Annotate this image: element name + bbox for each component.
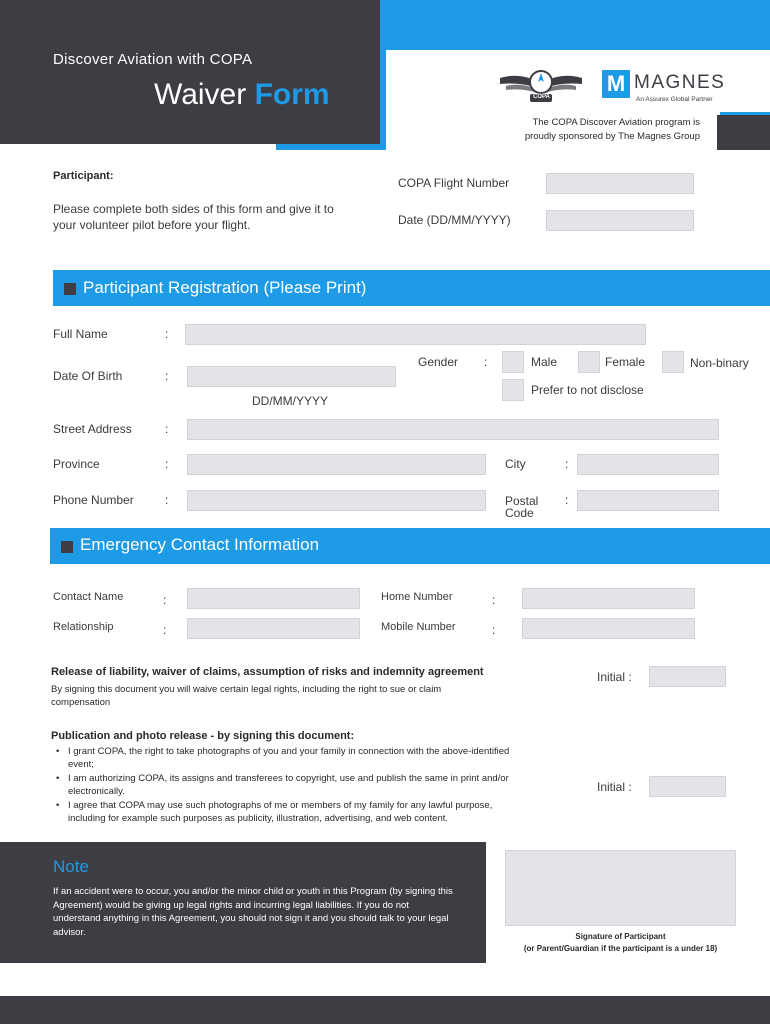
date-field[interactable] [546, 210, 694, 231]
street-colon: : [165, 422, 169, 436]
gender-label: Gender [418, 355, 459, 369]
mobile-number-colon: : [492, 623, 496, 637]
footer-bar [0, 996, 770, 1024]
header-panel [0, 0, 380, 144]
publication-bullet-3: • I agree that COPA may use such photographs of me or members of my family for any lawful purpose, including for example such purposes as publicity, illustration, advertising, and web content. [52, 799, 532, 825]
city-label: City [505, 457, 526, 471]
city-colon: : [565, 457, 569, 471]
participant-label: Participant: [53, 170, 114, 182]
publication-bullet-list [52, 745, 532, 825]
flight-number-field[interactable] [546, 173, 694, 194]
gender-colon: : [484, 355, 488, 369]
gender-undisclosed-checkbox[interactable] [502, 379, 524, 401]
release-title: Release of liability, waiver of claims, assumption of risks and indemnity agreement [51, 666, 484, 678]
dob-label: Date Of Birth [53, 369, 123, 383]
relationship-label: Relationship [53, 621, 114, 633]
street-field[interactable] [187, 419, 719, 440]
contact-name-colon: : [163, 593, 167, 607]
postal-label-line2: Code [505, 506, 534, 520]
contact-name-label: Contact Name [53, 591, 124, 603]
relationship-field[interactable] [187, 618, 360, 639]
province-field[interactable] [187, 454, 486, 475]
gender-male-checkbox[interactable] [502, 351, 524, 373]
emergency-square-icon [61, 541, 73, 553]
home-number-label: Home Number [381, 591, 453, 603]
full-name-colon: : [165, 327, 169, 341]
header-right-dark-tab-inner [720, 112, 770, 115]
header-subtitle: Discover Aviation with COPA [53, 51, 253, 68]
page-title [154, 78, 330, 112]
header-right-dark-tab [717, 115, 770, 150]
magnes-logo [602, 68, 732, 108]
gender-undisclosed-label: Prefer to not disclose [531, 383, 644, 397]
gender-female-checkbox[interactable] [578, 351, 600, 373]
dob-field[interactable] [187, 366, 396, 387]
sponsor-line-1: The COPA Discover Aviation program is [532, 117, 700, 128]
date-label: Date (DD/MM/YYYY) [398, 213, 511, 227]
magnes-logo-text: MAGNES [634, 72, 726, 93]
home-number-colon: : [492, 593, 496, 607]
phone-field[interactable] [187, 490, 486, 511]
sponsor-line-2: proudly sponsored by The Magnes Group [524, 131, 700, 142]
postal-label-line1: Postal [505, 494, 539, 508]
gender-nonbinary-checkbox[interactable] [662, 351, 684, 373]
gender-nonbinary-label: Non-binary [690, 356, 749, 370]
signature-field[interactable] [505, 850, 736, 926]
signature-caption-line1: Signature of Participant [575, 932, 666, 941]
publication-initial-field[interactable] [649, 776, 726, 797]
full-name-label: Full Name [53, 327, 108, 341]
release-initial-field[interactable] [649, 666, 726, 687]
registration-square-icon [64, 283, 76, 295]
phone-colon: : [165, 493, 169, 507]
magnes-tagline: An Assurex Global Partner [636, 96, 713, 103]
release-initial-label: Initial : [597, 670, 632, 684]
dob-hint: DD/MM/YYYY [252, 394, 329, 408]
copa-logo-text: COPA [533, 94, 550, 100]
full-name-field[interactable] [185, 324, 646, 345]
mobile-number-field[interactable] [522, 618, 695, 639]
flight-number-label: COPA Flight Number [398, 176, 510, 190]
note-title: Note [53, 857, 89, 876]
phone-label: Phone Number [53, 493, 134, 507]
postal-colon: : [565, 493, 569, 507]
signature-caption-line2: (or Parent/Guardian if the participant is a under 18) [523, 944, 718, 953]
publication-initial-label: Initial : [597, 780, 632, 794]
publication-title: Publication and photo release - by signing this document: [51, 730, 355, 742]
registration-section-title: Participant Registration (Please Print) [83, 278, 367, 297]
street-label: Street Address [53, 422, 132, 436]
dob-colon: : [165, 369, 169, 383]
note-body: If an accident were to occur, you and/or the minor child or youth in this Program (by signing this Agreement) would be giving up legal rights and incurring legal liabilities. If you do not understand anything in this Agreement, you should not sign it and you should talk to your legal advisor. [53, 886, 453, 938]
publication-bullet-1: • I grant COPA, the right to take photographs of you and your family in connection with the above-identified event; [52, 745, 532, 771]
gender-female-label: Female [605, 355, 646, 369]
home-number-field[interactable] [522, 588, 695, 609]
city-field[interactable] [577, 454, 719, 475]
release-body: By signing this document you will waive certain legal rights, including the right to sue or claim compensation [51, 684, 442, 708]
intro-instructions: Please complete both sides of this form and give it to your volunteer pilot before your flight. [53, 202, 334, 232]
province-label: Province [53, 457, 100, 471]
emergency-section-title: Emergency Contact Information [80, 535, 320, 554]
postal-field[interactable] [577, 490, 719, 511]
gender-male-label: Male [531, 355, 558, 369]
mobile-number-label: Mobile Number [381, 621, 456, 633]
title-waiver: Waiver [154, 78, 247, 111]
copa-logo [498, 62, 584, 106]
magnes-m-icon: M [602, 70, 630, 98]
province-colon: : [165, 457, 169, 471]
relationship-colon: : [163, 623, 167, 637]
publication-bullet-2: • I am authorizing COPA, its assigns and transferees to copyright, use and publish the same in print and/or electronically. [52, 772, 532, 798]
contact-name-field[interactable] [187, 588, 360, 609]
title-form: Form [254, 78, 330, 111]
